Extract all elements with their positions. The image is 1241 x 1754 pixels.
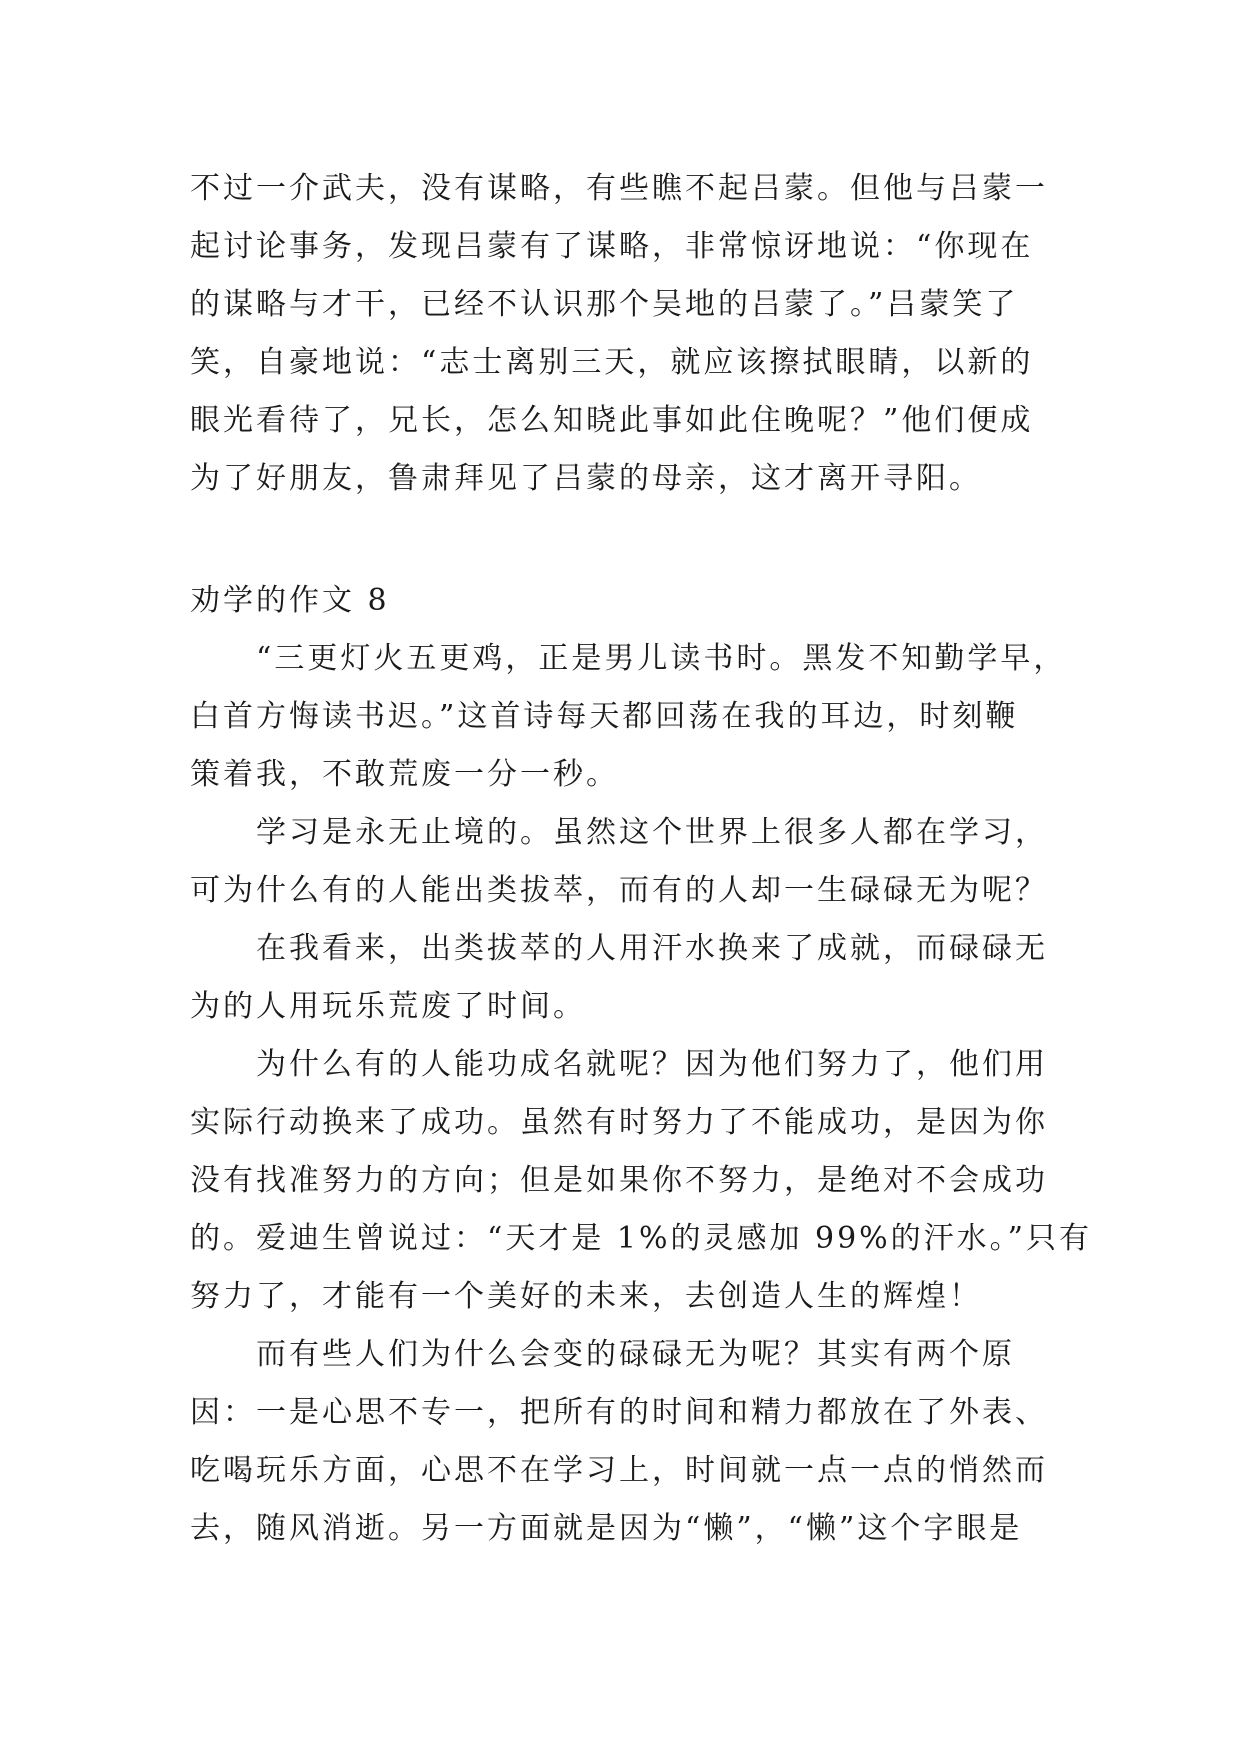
text-line: “三更灯火五更鸡，正是男儿读书时。黑发不知勤学早， <box>256 641 1067 676</box>
text-line: 没有找准努力的方向；但是如果你不努力，是绝对不会成功 <box>190 1163 1048 1198</box>
text-line: 实际行动换来了成功。虽然有时努力了不能成功，是因为你 <box>190 1105 1048 1140</box>
text-line: 笑，自豪地说：“志士离别三天，就应该擦拭眼睛，以新的 <box>190 345 1034 380</box>
text-line: 吃喝玩乐方面，心思不在学习上，时间就一点一点的悄然而 <box>190 1453 1048 1488</box>
document-body <box>190 160 1093 1558</box>
text-line: 的谋略与才干，已经不认识那个吴地的吕蒙了。”吕蒙笑了 <box>190 287 1019 322</box>
paragraph-view <box>190 920 1060 1036</box>
text-line: 为的人用玩乐荒废了时间。 <box>190 989 586 1024</box>
section-spacer <box>190 508 1060 572</box>
text-line: 去，随风消逝。另一方面就是因为“懒”，“懒”这个字眼是 <box>190 1511 1023 1546</box>
text-line: 的。爱迪生曾说过：“天才是 1%的灵感加 99%的汗水。”只有 <box>190 1221 1093 1256</box>
text-line: 学习是永无止境的。虽然这个世界上很多人都在学习， <box>256 815 1048 850</box>
paragraph-success <box>190 1036 1093 1326</box>
text-line: 起讨论事务，发现吕蒙有了谋略，非常惊讶地说：“你现在 <box>190 229 1034 264</box>
section-title: 劝学的作文 8 <box>190 583 390 618</box>
text-line: 不过一介武夫，没有谋略，有些瞧不起吕蒙。但他与吕蒙一 <box>190 171 1048 206</box>
paragraph-learning <box>190 804 1060 920</box>
text-line: 可为什么有的人能出类拔萃，而有的人却一生碌碌无为呢？ <box>190 873 1048 908</box>
paragraph-continued <box>190 160 1060 508</box>
text-line: 策着我，不敢荒废一分一秒。 <box>190 757 619 792</box>
text-line: 为了好朋友，鲁肃拜见了吕蒙的母亲，这才离开寻阳。 <box>190 461 982 496</box>
text-line: 努力了，才能有一个美好的未来，去创造人生的辉煌！ <box>190 1279 982 1314</box>
paragraph-reasons <box>190 1326 1060 1558</box>
text-line: 而有些人们为什么会变的碌碌无为呢？其实有两个原 <box>256 1337 1015 1372</box>
text-line: 在我看来，出类拔萃的人用汗水换来了成就，而碌碌无 <box>256 931 1048 966</box>
text-line: 白首方悔读书迟。”这首诗每天都回荡在我的耳边，时刻鞭 <box>190 699 1019 734</box>
text-line: 因：一是心思不专一，把所有的时间和精力都放在了外表、 <box>190 1395 1048 1430</box>
text-line: 为什么有的人能功成名就呢？因为他们努力了，他们用 <box>256 1047 1048 1082</box>
text-line: 眼光看待了，兄长，怎么知晓此事如此住晚呢？”他们便成 <box>190 403 1034 438</box>
paragraph-poem <box>190 630 1067 804</box>
